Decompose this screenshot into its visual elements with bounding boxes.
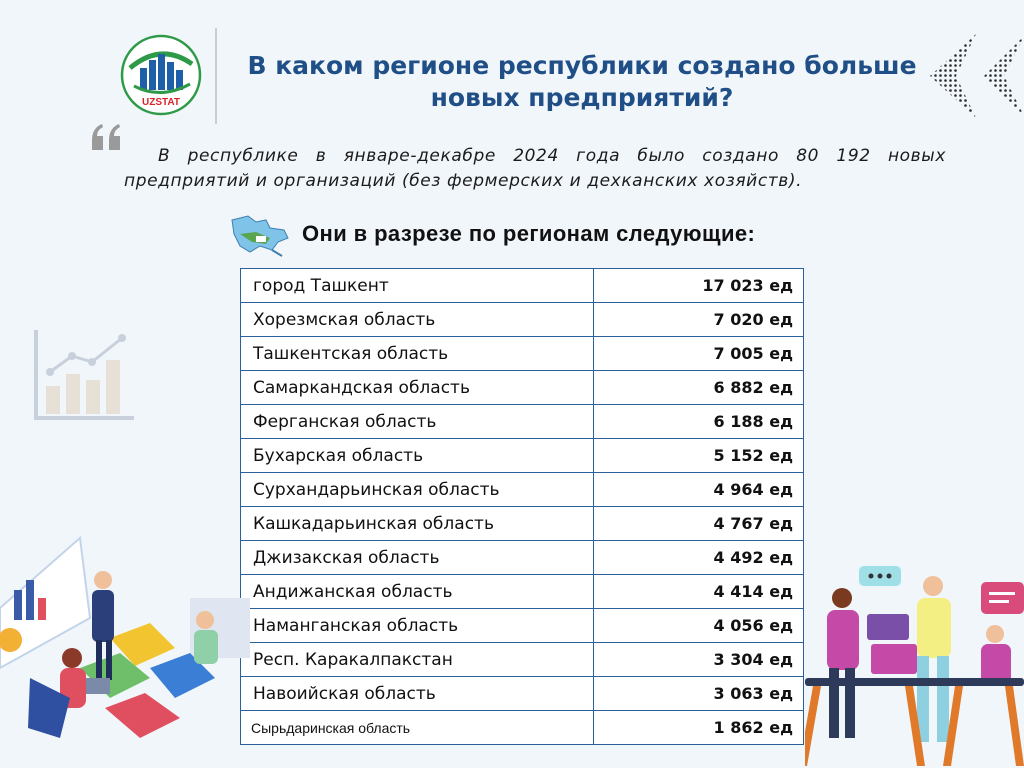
table-row [241,269,804,303]
table-row [241,711,804,745]
halftone-dots-decoration [928,28,1024,124]
region-name: город Ташкент [241,269,594,303]
region-name: Кашкадарьинская область [241,507,594,541]
table-row [241,677,804,711]
region-name: Навоийская область [241,677,594,711]
region-value: 4 492 ед [594,541,804,575]
uzbekistan-map-icon [226,212,294,260]
table-row [241,371,804,405]
region-value: 7 005 ед [594,337,804,371]
region-value: 5 152 ед [594,439,804,473]
region-name: Сурхандарьинская область [241,473,594,507]
business-team-puzzle-illustration [0,528,255,768]
regions-subtitle: Они в разрезе по регионам следующие: [302,221,756,246]
team-discussion-illustration [805,560,1024,768]
table-row [241,507,804,541]
intro-paragraph: В республике в январе-декабре 2024 года было создано 80 192 новых предприятий и организаций (без фермерских и дехканских хозяйств). [124,146,946,191]
region-name: Андижанская область [241,575,594,609]
table-row [241,405,804,439]
region-name: Наманганская область [241,609,594,643]
region-name: Респ. Каракалпакстан [241,643,594,677]
table-row [241,439,804,473]
table-row [241,643,804,677]
region-value: 4 414 ед [594,575,804,609]
growth-chart-illustration [30,326,140,422]
table-row [241,541,804,575]
uzstat-logo [120,34,202,116]
region-value: 3 063 ед [594,677,804,711]
region-name: Бухарская область [241,439,594,473]
region-value: 4 056 ед [594,609,804,643]
region-value: 3 304 ед [594,643,804,677]
region-value: 17 023 ед [594,269,804,303]
quote-mark-icon [88,118,128,158]
region-value: 1 862 ед [594,711,804,745]
region-name: Джизакская область [241,541,594,575]
region-name: Сырьдаринская область [241,711,594,745]
region-value: 4 767 ед [594,507,804,541]
page-title [230,50,934,114]
region-value: 6 882 ед [594,371,804,405]
table-row [241,609,804,643]
title-line-1: В каком регионе республики создано больше [247,51,917,80]
region-value: 6 188 ед [594,405,804,439]
svg-text:UZSTAT: UZSTAT [142,97,180,108]
title-line-2: новых предприятий? [430,83,734,112]
table-row [241,473,804,507]
region-name: Ташкентская область [241,337,594,371]
table-row [241,337,804,371]
table-row [241,575,804,609]
region-name: Самаркандская область [241,371,594,405]
table-row [241,303,804,337]
header-divider [215,28,217,124]
region-value: 7 020 ед [594,303,804,337]
regions-table [240,268,804,745]
region-name: Ферганская область [241,405,594,439]
region-value: 4 964 ед [594,473,804,507]
region-name: Хорезмская область [241,303,594,337]
